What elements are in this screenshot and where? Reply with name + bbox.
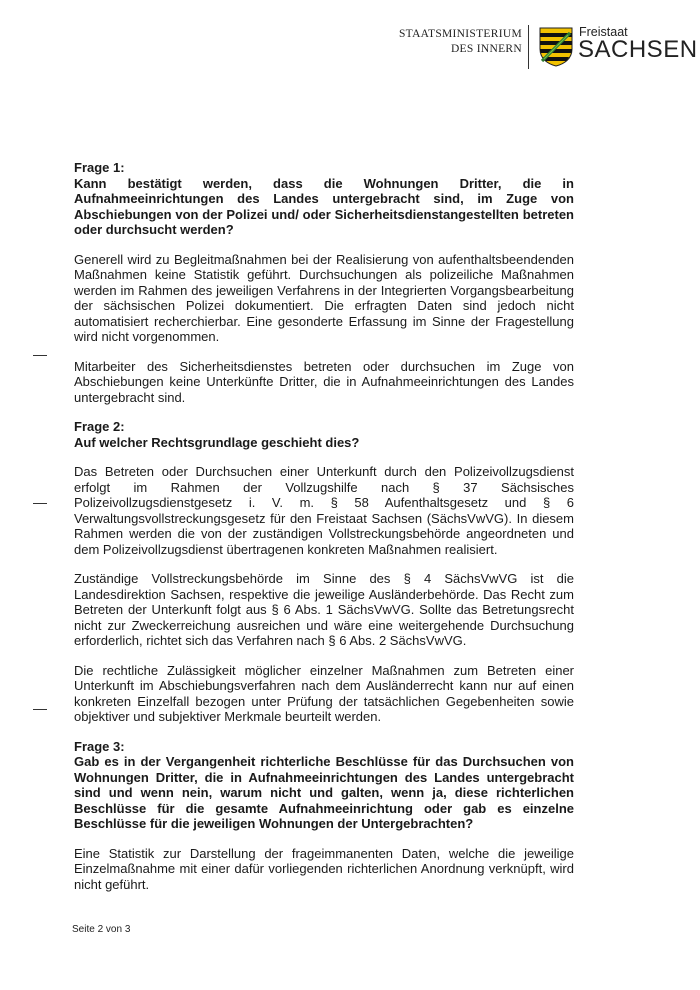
- page-number: Seite 2 von 3: [72, 924, 131, 935]
- question-label: Frage 1:: [74, 160, 125, 175]
- answer-paragraph: Generell wird zu Begleitmaßnahmen bei der Realisierung von aufenthaltsbeendenden Maßnahmen keine Statistik geführt. Durchsuchungen als polizeiliche Maßnahmen werden im Rahmen des jeweiligen Verfahrens in der Integrierten Vorgangsbearbeitung der sächsischen Polizei dokumentiert. Die erfragten Daten sind jedoch nicht automatisiert recherchierbar. Eine gesonderte Erfassung im Sinne der Fragestellung wird nicht vorgenommen.: [74, 251, 574, 344]
- question-text: Gab es in der Vergangenheit richterliche Beschlüsse für das Durchsuchen von Wohnungen Dritter, die in Aufnahmeeinrichtungen des Landes untergebracht sind und wenn nein, warum nicht und galten, wenn ja, diese richterlichen Beschlüsse für die gesamte Aufnahmeeinrichtung oder gab es einzelne Beschlüsse für die jeweiligen Wohnungen der Untergebrachten?: [74, 754, 574, 831]
- answer-paragraph: Das Betreten oder Durchsuchen einer Unterkunft durch den Polizeivollzugsdienst erfolgt im Rahmen der Vollzugshilfe nach § 37 Sächsisches Polizeivollzugsdienstgesetz i. V. m. § 58 Aufenthaltsgesetz und § 6 Verwaltungsvollstreckungsgesetz für den Freistaat Sachsen (SächsVwVG). In diesem Rahmen werden die von der zuständigen Vollstreckungsbehörde angeordneten und dem Polizeivollzugsdienst übertragenen konkreten Maßnahmen realisiert.: [74, 464, 574, 557]
- answer-paragraph: Mitarbeiter des Sicherheitsdienstes betreten oder durchsuchen im Zuge von Abschiebungen keine Unterkünfte Dritter, die in Aufnahmeeinrichtungen des Landes untergebracht sind.: [74, 358, 574, 405]
- document-body: [74, 160, 574, 906]
- margin-mark: [33, 709, 47, 710]
- margin-mark: [33, 355, 47, 356]
- header-divider: [528, 25, 529, 69]
- ministry-line-1: STAATSMINISTERIUM: [398, 28, 522, 40]
- question-text: Kann bestätigt werden, dass die Wohnungen Dritter, die in Aufnahmeeinrichtungen des Landes untergebracht sind, im Zuge von Abschiebungen von der Polizei und/ oder Sicherheitsdienstangestellten betreten oder durchsucht werden?: [74, 175, 574, 237]
- answer-paragraph: Zuständige Vollstreckungsbehörde im Sinne des § 4 SächsVwVG ist die Landesdirektion Sachsen, respektive die jeweilige Ausländerbehörde. Das Recht zum Betreten der Unterkunft folgt aus § 6 Abs. 1 SächsVwVG. Sollte das Betretungsrecht nicht zur Zweckerreichung ausreichen und wäre eine weitergehende Durchsuchung erforderlich, richtet sich das Verfahren nach § 6 Abs. 2 SächsVwVG.: [74, 571, 574, 648]
- question-label: Frage 3:: [74, 738, 125, 754]
- answer-paragraph: Eine Statistik zur Darstellung der frageimmanenten Daten, welche die jeweilige Einzelmaßnahme mit einer dafür vorliegenden richterlichen Anordnung verknüpft, wird nicht geführt.: [74, 845, 574, 892]
- state-label: Freistaat: [579, 25, 628, 39]
- state-name: SACHSEN: [578, 36, 698, 63]
- question-section-1: [74, 160, 574, 405]
- question-section-3: [74, 739, 574, 893]
- question-section-2: [74, 419, 574, 725]
- ministry-line-2: DES INNERN: [450, 43, 522, 55]
- margin-mark: [33, 503, 47, 504]
- answer-paragraph: Die rechtliche Zulässigkeit möglicher einzelner Maßnahmen zum Betreten einer Unterkunft im Abschiebungsverfahren nach dem Ausländerrecht kann nur auf einen konkreten Einzelfall bezogen unter Prüfung der tatsächlichen Gegebenheiten sowie objektiver und subjektiver Merkmale beurteilt werden.: [74, 662, 574, 724]
- question-label: Frage 2:: [74, 419, 125, 434]
- saxony-coat-of-arms-icon: [539, 27, 573, 67]
- question-text: Auf welcher Rechtsgrundlage geschieht dies?: [74, 434, 360, 450]
- ministry-name: [399, 27, 522, 57]
